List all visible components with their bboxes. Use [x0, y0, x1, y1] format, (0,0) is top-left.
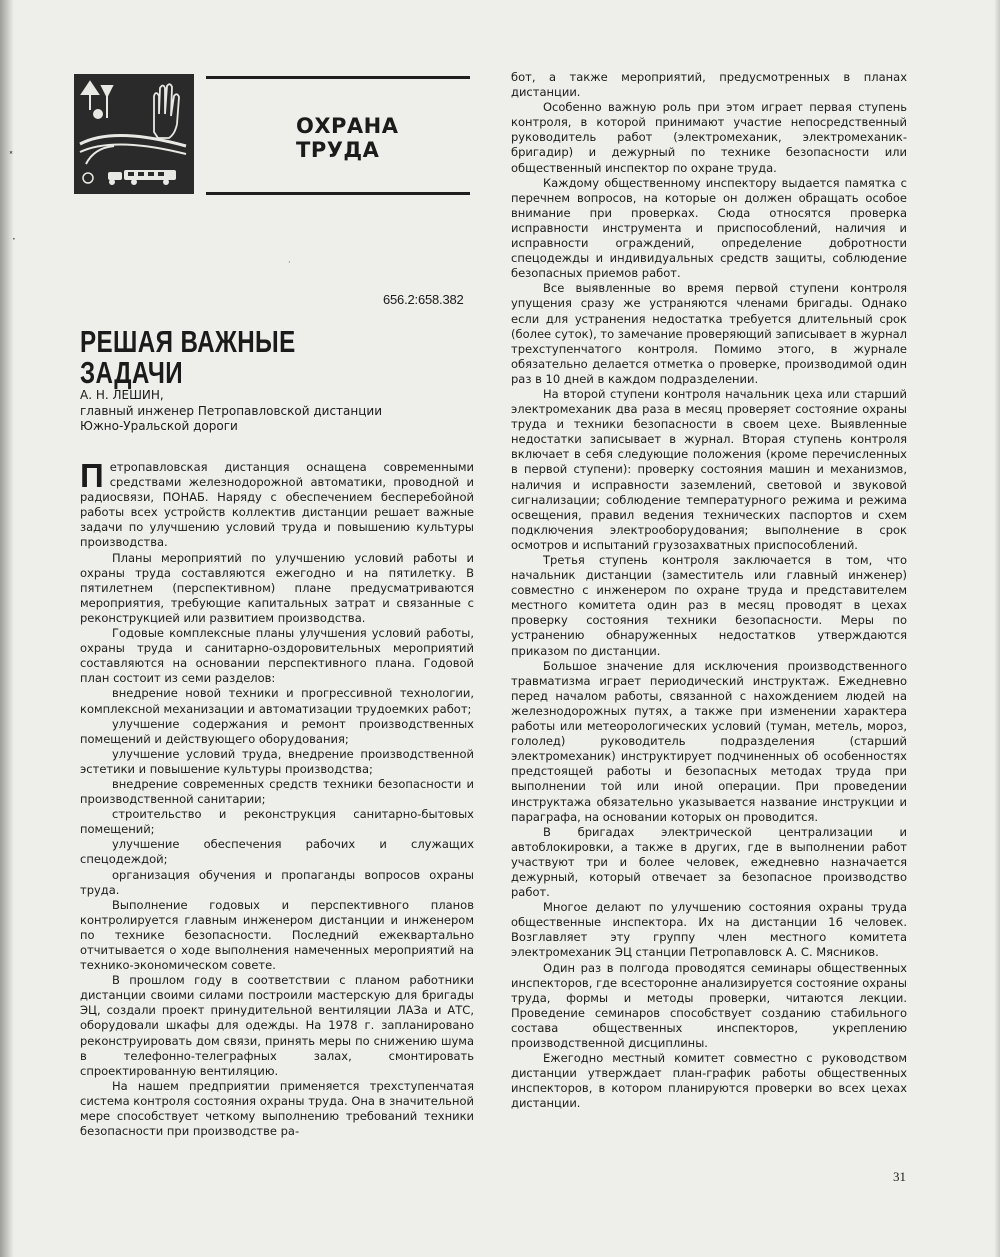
paragraph: Большое значение для исключения производственного травматизма играет периодический инструктаж. Ежедневно перед началом работы, связанной с нахождением людей на железнодорожных путях, а также при изменении характера работы или метеорологических условий (туман, метель, мороз, гололед) руководитель подразделения (старший электромеханик) инструктирует подчиненных об особенностях предстоящей работы и безопасных методах труда при выполнении той или иной операции. При проведении инструктажа обязательно указывается название инструкции и параграфа, на основании которых он проводится.: [511, 658, 907, 824]
paragraph: Планы мероприятий по улучшению условий работы и охраны труда составляются ежегодно и на пятилетку. В пятилетнем (перспективном) плане предусматриваются мероприятия, требующие капитальных затрат и связанные с реконструкцией или развитием производства.: [80, 550, 474, 625]
section-heading: ОХРАНА ТРУДА: [296, 114, 399, 162]
list-item: строительство и реконструкция санитарно-бытовых помещений;: [80, 807, 474, 837]
paragraph: Петропавловская дистанция оснащена современными средствами железнодорожной автоматики, проводной и радиосвязи, ПОНАБ. Наряду с обеспечением бесперебойной работы всех устройств коллектив дистанции решает важные задачи по улучшению условий труда и повышению культуры производства.: [80, 457, 474, 550]
article-title: РЕШАЯ ВАЖНЫЕ ЗАДАЧИ: [80, 324, 296, 390]
article-column-left: [80, 457, 474, 1139]
paragraph: Каждому общественному инспектору выдается памятка с перечнем вопросов, на которые он должен обращать особое внимание при проверках. Сюда относятся проверка исправности инструмента и приспособлений, наличия и исправности ограждений, определение добротности спецодежды и индивидуальных средств защиты, соблюдение безопасных приемов работ.: [511, 175, 907, 281]
safety-logo-graphic: [74, 74, 194, 194]
list-item: улучшение обеспечения рабочих и служащих спецодеждой;: [80, 837, 474, 867]
margin-mark: ·: [12, 232, 16, 246]
list-item: внедрение современных средств техники безопасности и производственной санитарии;: [80, 776, 474, 807]
page-binding-edge: [0, 0, 14, 1257]
udc-code: 656.2:658.382: [383, 292, 464, 307]
paragraph: В прошлом году в соответствии с планом работники дистанции своими силами построили мастерскую для бригады ЭЦ, создали проект принудительной вентиляции ЛАЗа и АТС, оборудовали шкафы для одежды. На 1978 г. запланировано реконструировать дом связи, принять меры по снижению шума в телефонно-телеграфных залах, смонтировать спроектированную вентиляцию.: [80, 973, 474, 1078]
paragraph: Один раз в полгода проводятся семинары общественных инспекторов, где всесторонне анализируется состояние охраны труда, формы и методы проверки, читаются лекции. Проведение семинаров способствует созданию стабильного состава общественных инспекторов, укреплению производственной дисциплины.: [511, 960, 907, 1050]
page-right-edge: [994, 0, 1000, 1257]
paragraph: Все выявленные во время первой ступени контроля упущения сразу же устраняются членами бригады. Однако если для устранения недостатка требуется длительный срок (более суток), то замечание проверяющий записывает в журнал трехступенчатого контроля. Помимо этого, в журнале обязательно делается отметка о проверке, производимой один раз в 10 дней в каждом подразделении.: [511, 281, 907, 386]
paragraph: Выполнение годовых и перспективного планов контролируется главным инженером дистанции и инженером по технике безопасности. Последний ежеквартально отчитывается о ходе выполнения намеченных мероприятий на технико-экономическом совете.: [80, 897, 474, 973]
paragraph: Третья ступень контроля заключается в том, что начальник дистанции (заместитель или главный инженер) совместно с инженером по охране труда и представителем местного комитета один раз в месяц проводят в цехах проверку состояния техники безопасности. Меры по устранению обнаруженных недостатков утверждаются приказом по дистанции.: [511, 553, 907, 658]
paragraph: На второй ступени контроля начальник цеха или старший электромеханик два раза в месяц проверяет состояние охраны труда и техники безопасности в своем цехе. Выявленные недостатки записывает в журнал. Вторая ступень контроля включает в себя следующие положения (кроме перечисленных в первой ступени): проверку состояния машин и механизмов, наличия и исправности заземлений, световой и звуковой сигнализации; соблюдение температурного режима и режима освещения, правил ведения технических паспортов и схем подключения электрооборудования; выполнение в срок осмотров и испытаний грузозахватных приспособлений.: [511, 386, 907, 552]
paragraph: Особенно важную роль при этом играет первая ступень контроля, в которой принимают участие непосредственный руководитель работ (электромеханик, электромеханик-бригадир) и дежурный по технике безопасности или общественный инспектор по охране труда.: [511, 100, 907, 175]
list-item: улучшение условий труда, внедрение производственной эстетики и повышение культуры производства;: [80, 746, 474, 776]
paragraph: В бригадах электрической централизации и автоблокировки, а также в других, где в выполнении работ участвуют три и более человек, ежедневно назначается дежурный, который отвечает за безопасное производство работ.: [511, 824, 907, 900]
page-number: 31: [893, 1169, 906, 1184]
paragraph: Ежегодно местный комитет совместно с руководством дистанции утверждает план-график работы общественных инспекторов, в котором планируются проверки во всех цехах дистанции.: [511, 1051, 907, 1111]
margin-mark: ˟: [8, 150, 14, 164]
paragraph: Многое делают по улучшению состояния охраны труда общественные инспектора. Их на дистанции 16 человек. Возглавляет эту группу член местного комитета электромеханик ЭЦ станции Петропавловск А. С. Мясников.: [511, 900, 907, 960]
list-item: внедрение новой техники и прогрессивной технологии, комплексной механизации и автоматизации трудоемких работ;: [80, 686, 474, 716]
article-column-right: [511, 70, 907, 1111]
author-organization: Южно-Уральской дороги: [80, 419, 238, 433]
speck-mark: ·: [288, 258, 291, 267]
safety-logo-icon: [74, 74, 194, 194]
drop-cap: П: [80, 457, 104, 494]
paragraph: На нашем предприятии применяется трехступенчатая система контроля состояния охраны труда. Она в значительной мере способствует четкому выполнению требований техники безопасности при производстве ра-: [80, 1078, 474, 1139]
author-block: [80, 388, 380, 435]
author-position: главный инженер Петропавловской дистанции: [80, 403, 382, 418]
list-item: организация обучения и пропаганды вопросов охраны труда.: [80, 867, 474, 897]
author-name: А. Н. ЛЕШИН,: [80, 388, 164, 402]
paragraph: Годовые комплексные планы улучшения условий работы, охраны труда и санитарно-оздоровительных мероприятий составляются на основании перспективного плана. Годовой план состоит из семи разделов:: [80, 626, 474, 686]
list-item: улучшение содержания и ремонт производственных помещений и действующего оборудования;: [80, 716, 474, 746]
header-rule-top: [206, 76, 470, 79]
paragraph: бот, а также мероприятий, предусмотренных в планах дистанции.: [511, 70, 907, 100]
header-rule-bottom: [206, 192, 470, 195]
